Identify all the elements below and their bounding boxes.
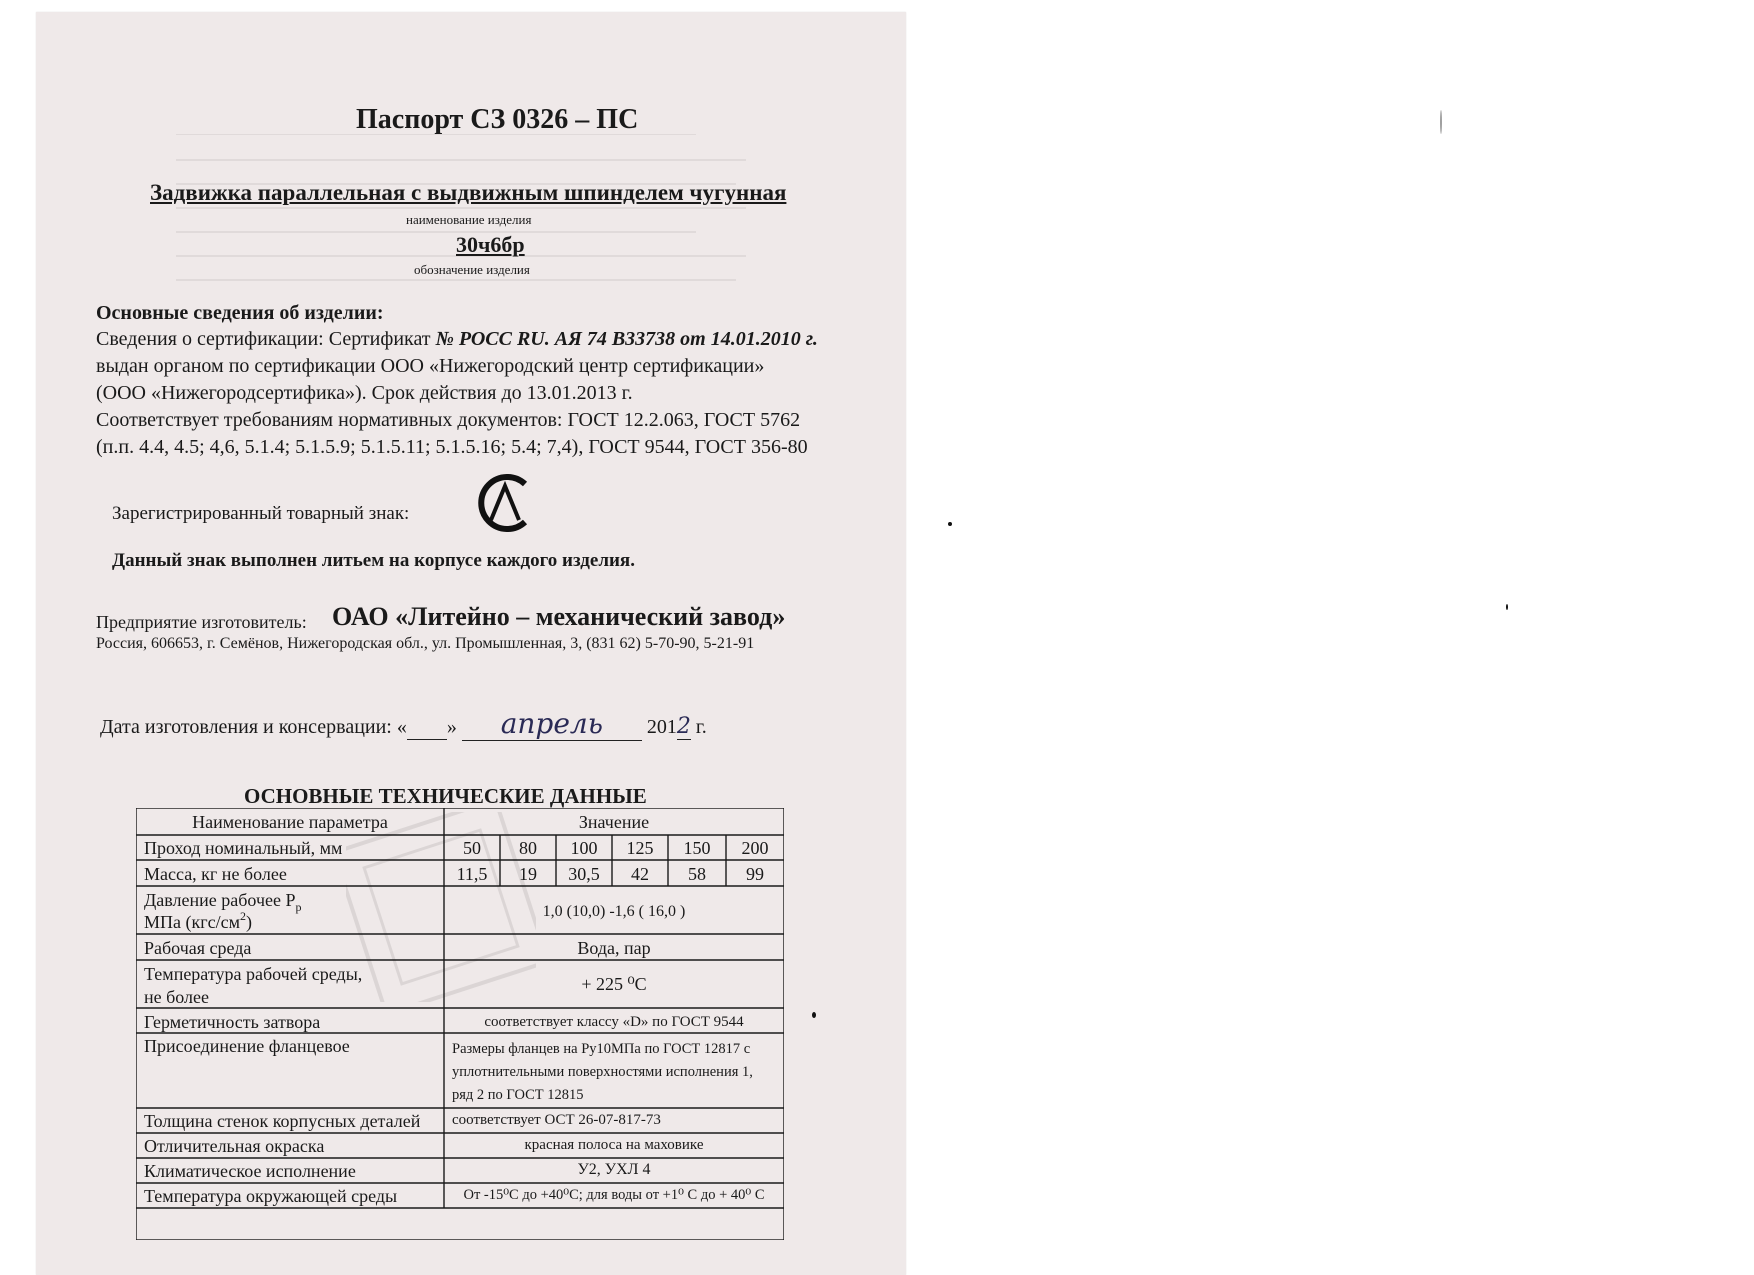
mass-cell: 42: [631, 864, 649, 884]
col-header-param: Наименование параметра: [192, 812, 388, 832]
row-label-paint: Отличительная окраска: [144, 1136, 325, 1156]
tightness-value: соответствует классу «D» по ГОСТ 9544: [484, 1014, 744, 1030]
manufacturer-address: Россия, 606653, г. Семёнов, Нижегородская обл., ул. Промышленная, 3, (831 62) 5-70-90, 5-21-91: [96, 635, 755, 652]
certification-line: [96, 328, 818, 351]
basic-info-heading: Основные сведения об изделии:: [96, 302, 384, 324]
date-quote-close: »: [446, 716, 457, 738]
climate-value: У2, УХЛ 4: [577, 1161, 651, 1178]
year-prefix: 201: [646, 716, 677, 738]
paint-value: красная полоса на маховике: [524, 1137, 704, 1153]
dn-cell: 50: [463, 838, 481, 858]
dn-cell: 200: [741, 838, 769, 858]
ambient-value: От -15⁰С до +40⁰С; для воды от +1⁰ С до + 40⁰ С: [463, 1187, 765, 1203]
handwritten-month: апрель: [462, 707, 642, 741]
mass-cell: 58: [688, 864, 706, 884]
cert-prefix: Сведения о сертификации: Сертификат: [96, 328, 436, 350]
product-designation: 30ч6бр: [456, 232, 525, 257]
trademark-logo-icon: [471, 470, 541, 536]
col-header-value: Значение: [578, 812, 650, 832]
row-label-dn: Проход номинальный, мм: [144, 838, 343, 858]
flange-value-3: ряд 2 по ГОСТ 12815: [452, 1087, 584, 1103]
row-label-pressure: Давление рабочее $Р_р$: [144, 890, 302, 914]
dn-cell: 100: [570, 838, 598, 858]
dn-cell: 150: [683, 838, 711, 858]
scan-speck: [1440, 110, 1442, 134]
cert-number: № РОСС RU. АЯ 74 В33738 от 14.01.2010 г.: [435, 328, 818, 350]
tech-data-title: ОСНОВНЫЕ ТЕХНИЧЕСКИЕ ДАННЫЕ: [244, 784, 647, 808]
mass-cell: 11,5: [456, 864, 488, 884]
row-label-tightness: Герметичность затвора: [144, 1012, 321, 1032]
trademark-label: Зарегистрированный товарный знак:: [112, 503, 410, 524]
issuer-line-1: выдан органом по сертификации ООО «Нижегородский центр сертификации»: [96, 355, 765, 377]
row-label-temperature: Температура рабочей среды,: [144, 964, 363, 984]
dn-cell: 125: [626, 838, 654, 858]
row-label-wall: Толщина стенок корпусных деталей: [144, 1111, 421, 1131]
document-page: [36, 12, 906, 1275]
standards-line-2: (п.п. 4.4, 4.5; 4,6, 5.1.4; 5.1.5.9; 5.1.5.11; 5.1.5.16; 5.4; 7,4), ГОСТ 9544, ГОСТ 356-80: [96, 436, 808, 458]
year-suffix: г.: [690, 716, 707, 738]
passport-title: Паспорт СЗ 0326 – ПС: [356, 104, 639, 135]
row-label-flange: Присоединение фланцевое: [144, 1036, 350, 1056]
date-label: Дата изготовления и консервации: «: [100, 716, 407, 738]
handwritten-year-digit: 2: [676, 714, 691, 739]
temperature-value: + 225 ⁰С: [581, 974, 647, 994]
manufacture-date-line: [100, 707, 707, 741]
medium-value: Вода, пар: [577, 938, 651, 958]
designation-caption: обозначение изделия: [414, 262, 530, 277]
flange-value-1: Размеры фланцев на Ру10МПа по ГОСТ 12817 с: [452, 1041, 751, 1057]
tech-data-table: [136, 808, 784, 1240]
wall-value: соответствует ОСТ 26-07-817-73: [452, 1112, 661, 1128]
manufacturer-label: Предприятие изготовитель:: [96, 612, 307, 632]
issuer-line-2: (ООО «Нижегородсертифика»). Срок действия до 13.01.2013 г.: [96, 382, 633, 404]
row-label-climate: Климатическое исполнение: [144, 1161, 356, 1181]
trademark-note: Данный знак выполнен литьем на корпусе каждого изделия.: [112, 550, 635, 571]
standards-line-1: Соответствует требованиям нормативных документов: ГОСТ 12.2.063, ГОСТ 5762: [96, 409, 801, 431]
product-name: Задвижка параллельная с выдвижным шпинделем чугунная: [150, 180, 787, 205]
row-label-pressure-unit: МПа $(кгс/см^2)$: [144, 909, 252, 932]
dn-cell: 80: [519, 838, 537, 858]
pressure-value: 1,0 (10,0) -1,6 ( 16,0 ): [542, 903, 686, 920]
manufacturer-name: ОАО «Литейно – механический завод»: [332, 602, 786, 631]
row-label-medium: Рабочая среда: [144, 938, 252, 958]
day-blank: [407, 716, 447, 740]
flange-value-2: уплотнительными поверхностями исполнения 1,: [452, 1064, 753, 1080]
mass-cell: 99: [746, 864, 764, 884]
scan-speck: [812, 1012, 816, 1018]
mass-cell: 30,5: [568, 864, 600, 884]
scan-speck: [1506, 604, 1508, 610]
mass-cell: 19: [519, 864, 537, 884]
product-name-caption: наименование изделия: [406, 212, 532, 227]
row-label-mass: Масса, кг не более: [144, 864, 287, 884]
scan-speck: [948, 522, 952, 526]
row-label-ambient: Температура окружающей среды: [144, 1186, 398, 1206]
row-label-temperature-2: не более: [144, 987, 210, 1007]
